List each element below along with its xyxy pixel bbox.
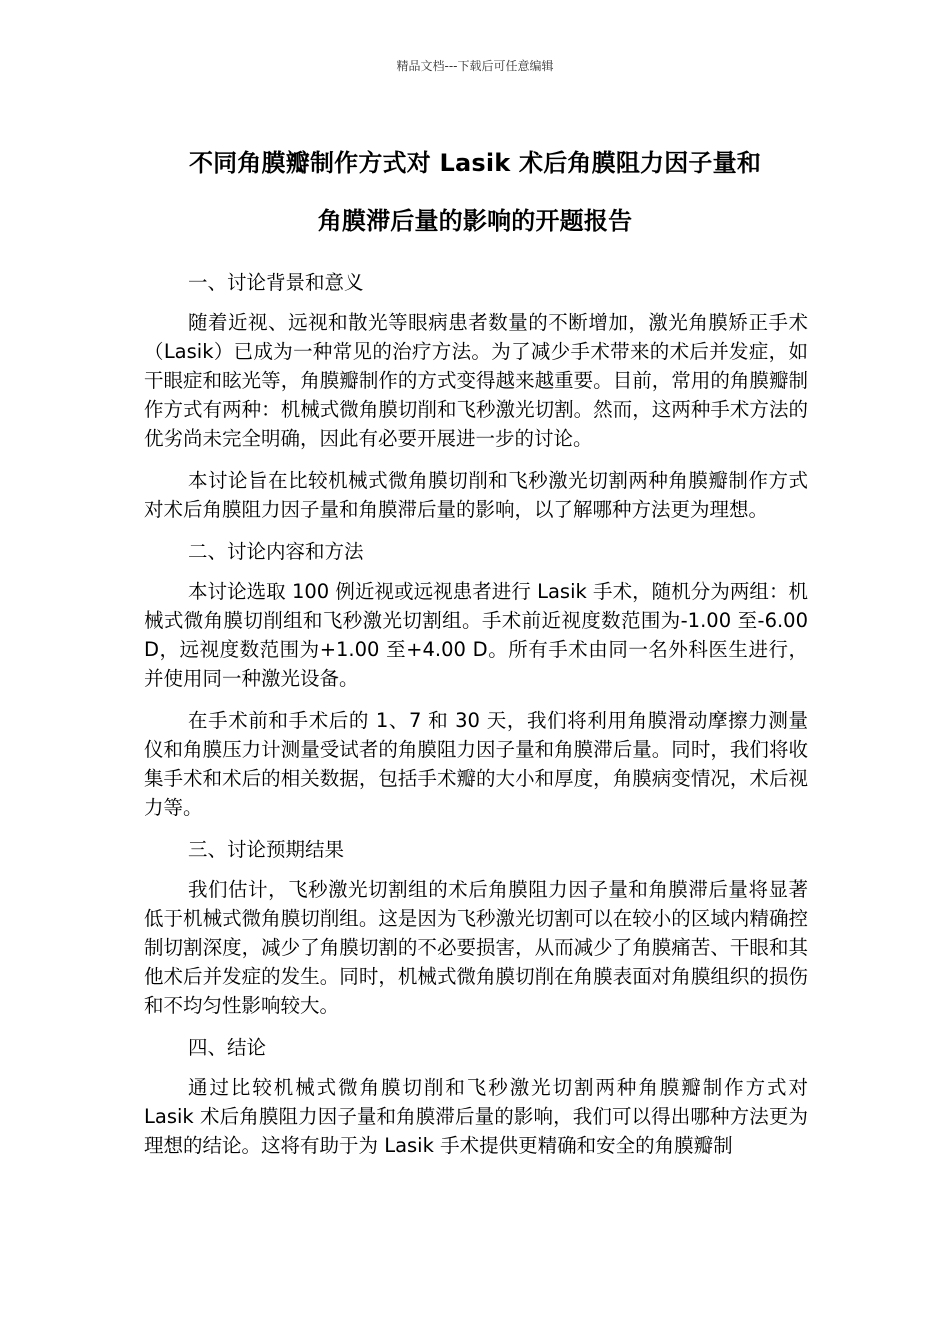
- header-note: 精品文档---下载后可任意编辑: [396, 59, 554, 73]
- section-heading: 四、结论: [188, 1036, 267, 1059]
- section-heading: 二、讨论内容和方法: [188, 540, 364, 563]
- paragraph: 本讨论旨在比较机械式微角膜切削和飞秒激光切割两种角膜瓣制作方式对术后角膜阻力因子量和角膜滞后量的影响，以了解哪种方法更为理想。: [144, 469, 808, 521]
- document-body: [144, 268, 808, 1173]
- section-heading: 一、讨论背景和意义: [188, 271, 364, 294]
- section-heading: 三、讨论预期结果: [188, 838, 345, 861]
- section-expected-results: [144, 835, 808, 1020]
- section-content-methods: [144, 537, 808, 822]
- title-line-2: 角膜滞后量的影响的开题报告: [317, 207, 633, 235]
- paragraph: 本讨论选取 100 例近视或远视患者进行 Lasik 手术，随机分为两组：机械式微角膜切削组和飞秒激光切割组。手术前近视度数范围为-1.00 至-6.00 D，远视度数范围为+1.00 至+4.00 D。所有手术由同一名外科医生进行，并使用同一种激光设备。: [144, 580, 808, 690]
- paragraph: 随着近视、远视和散光等眼病患者数量的不断增加，激光角膜矫正手术（Lasik）已成为一种常见的治疗方法。为了减少手术带来的术后并发症，如干眼症和眩光等，角膜瓣制作的方式变得越来越重要。目前，常用的角膜瓣制作方式有两种：机械式微角膜切削和飞秒激光切割。然而，这两种手术方法的优劣尚未完全明确，因此有必要开展进一步的讨论。: [144, 311, 808, 450]
- document-title: [120, 134, 830, 250]
- section-conclusion: [144, 1033, 808, 1160]
- section-background: [144, 268, 808, 524]
- title-line-1: 不同角膜瓣制作方式对 Lasik 术后角膜阻力因子量和: [188, 149, 762, 177]
- paragraph: 在手术前和手术后的 1、7 和 30 天，我们将利用角膜滑动摩擦力测量仪和角膜压力计测量受试者的角膜阻力因子量和角膜滞后量。同时，我们将收集手术和术后的相关数据，包括手术瓣的大小和厚度，角膜病变情况，术后视力等。: [144, 709, 808, 819]
- paragraph: 我们估计，飞秒激光切割组的术后角膜阻力因子量和角膜滞后量将显著低于机械式微角膜切削组。这是因为飞秒激光切割可以在较小的区域内精确控制切割深度，减少了角膜切割的不必要损害，从而减少了角膜痛苦、干眼和其他术后并发症的发生。同时，机械式微角膜切削在角膜表面对角膜组织的损伤和不均匀性影响较大。: [144, 878, 808, 1017]
- paragraph: 通过比较机械式微角膜切削和飞秒激光切割两种角膜瓣制作方式对 Lasik 术后角膜阻力因子量和角膜滞后量的影响，我们可以得出哪种方法更为理想的结论。这将有助于为 Lasik 手术提供更精确和安全的角膜瓣制: [144, 1076, 808, 1157]
